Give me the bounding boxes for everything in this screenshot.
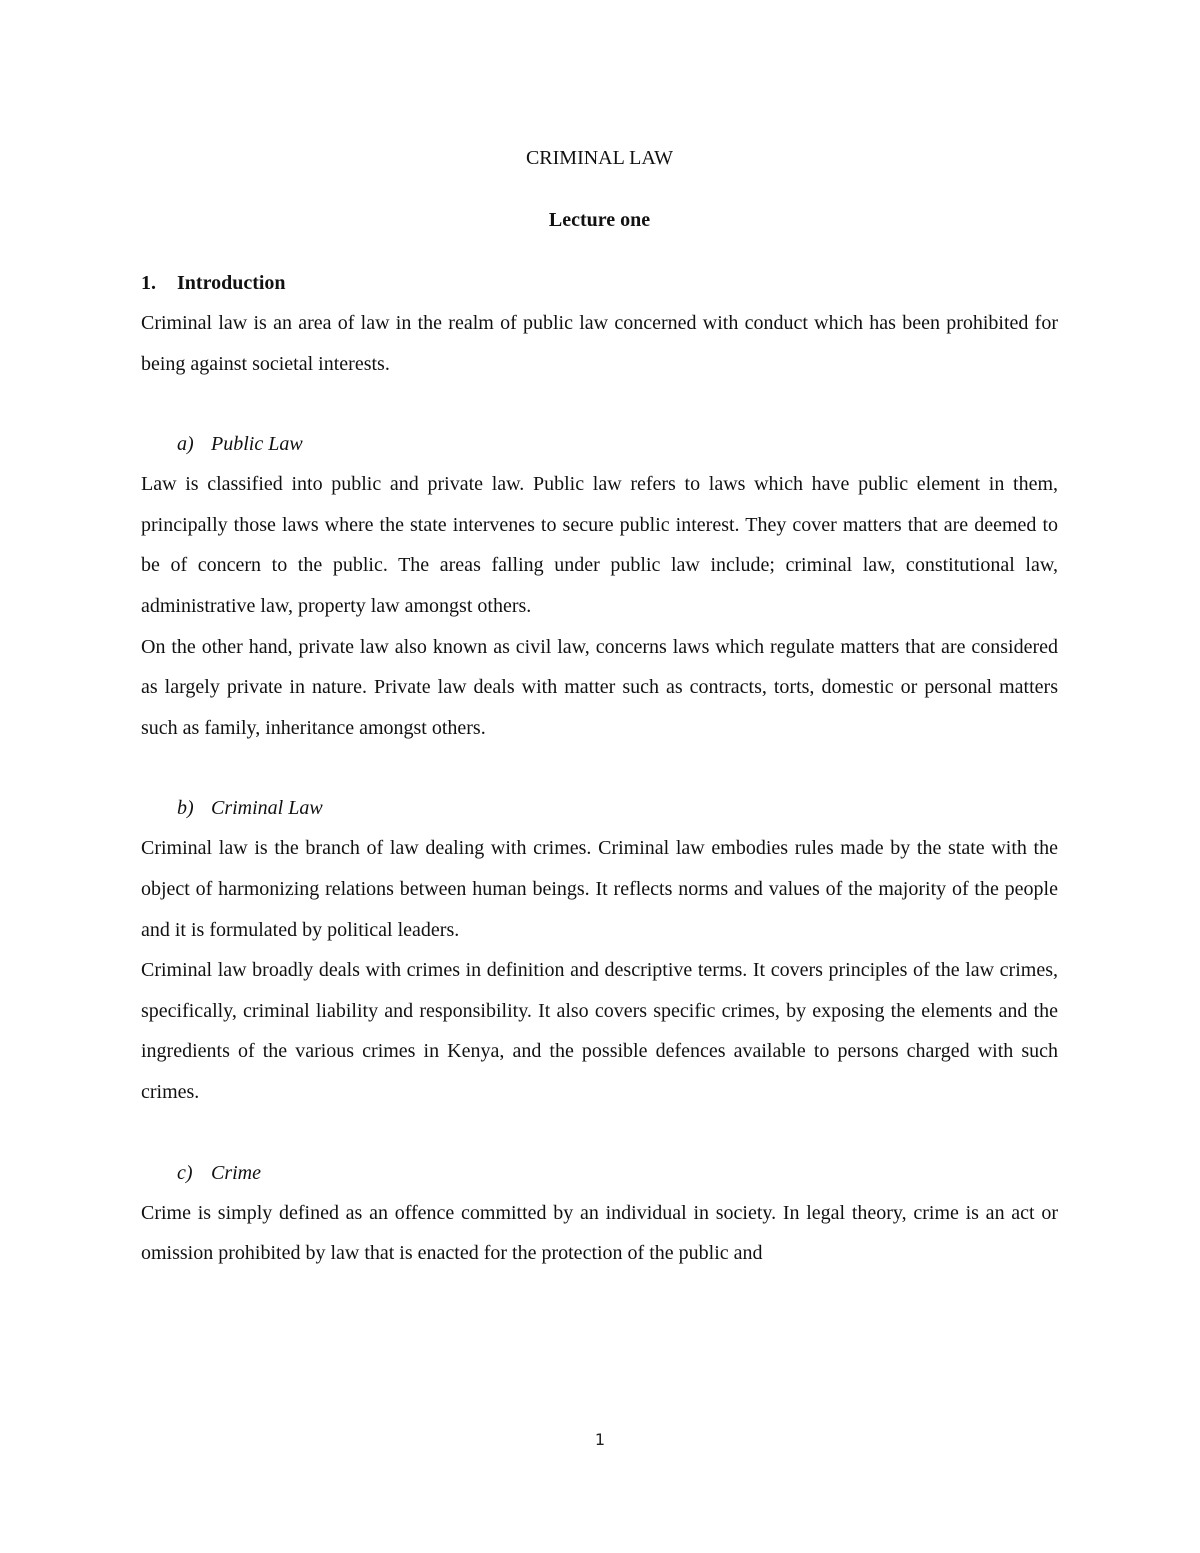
criminal-law-paragraph-2: Criminal law broadly deals with crimes in definition and descriptive terms. It covers principles of the law crimes, specifically, criminal liability and responsibility. It also covers specific crimes, by exposing the elements and the ingredients of the various crimes in Kenya, and the possible defences available to persons charged with such crimes. <box>141 959 1058 1103</box>
subheading-crime <box>141 1153 1058 1193</box>
section-heading-introduction <box>141 263 1058 303</box>
subheading-title: Criminal Law <box>211 797 323 820</box>
subheading-criminal-law <box>141 788 1058 828</box>
subheading-letter: a) <box>177 433 194 456</box>
document-title: CRIMINAL LAW <box>525 147 674 169</box>
section-title: Introduction <box>177 272 286 294</box>
public-law-paragraph-2: On the other hand, private law also known as civil law, concerns laws which regulate matters that are considered as largely private in nature. Private law deals with matter such as contracts, torts, domestic or personal matters such as family, inheritance amongst others. <box>141 635 1058 739</box>
subheading-letter: b) <box>177 797 194 820</box>
document-body <box>141 138 1058 1274</box>
subheading-title: Public Law <box>211 433 303 456</box>
subheading-letter: c) <box>177 1161 193 1184</box>
subheading-title: Crime <box>211 1161 261 1184</box>
crime-paragraph-1: Crime is simply defined as an offence committed by an individual in society. In legal theory, crime is an act or omission prohibited by law that is enacted for the protection of the public and <box>141 1201 1058 1265</box>
subheading-public-law <box>141 424 1058 464</box>
lecture-subtitle: Lecture one <box>548 209 651 231</box>
intro-paragraph: Criminal law is an area of law in the realm of public law concerned with conduct which has been prohibited for being against societal interests. <box>141 312 1058 375</box>
public-law-paragraph-1: Law is classified into public and private law. Public law refers to laws which have public element in them, principally those laws where the state intervenes to secure public interest. They cover matters that are deemed to be of concern to the public. The areas falling under public law include; criminal law, constitutional law, administrative law, property law amongst others. <box>141 473 1058 617</box>
page-number: 1 <box>594 1430 606 1449</box>
criminal-law-paragraph-1: Criminal law is the branch of law dealing with crimes. Criminal law embodies rules made by the state with the object of harmonizing relations between human beings. It reflects norms and values of the majority of the people and it is formulated by political leaders. <box>141 837 1058 941</box>
section-number: 1. <box>141 272 156 294</box>
